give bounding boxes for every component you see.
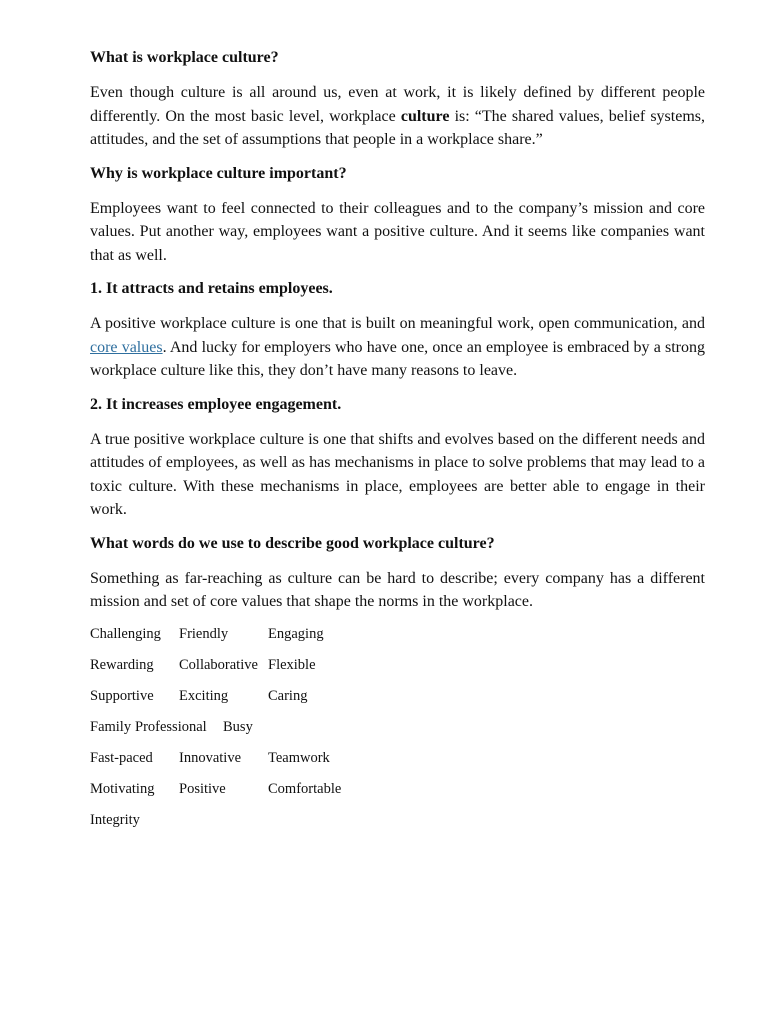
word-cell: Innovative	[179, 749, 242, 766]
paragraph-definition	[90, 81, 705, 152]
attracts-text-end: . And lucky for employers who have one, once an employee is embraced by a strong workplace culture like this, they don’t have many reasons to leave.	[90, 338, 705, 379]
definition-text-end: is: “The shared values, belief systems, attitudes, and the set of assumptions that people in a workplace share.”	[90, 107, 705, 148]
word-cell: Engaging	[268, 625, 324, 642]
word-row	[90, 779, 705, 810]
word-cell: Challenging	[90, 625, 161, 642]
word-cell: Supportive	[90, 687, 154, 704]
word-cell: Integrity	[90, 811, 140, 828]
word-cell: Motivating	[90, 780, 155, 797]
heading-what-is-workplace-culture: What is workplace culture?	[90, 49, 279, 66]
word-row	[90, 686, 705, 717]
word-cell: Family	[90, 718, 132, 735]
word-cell: Positive	[179, 780, 226, 797]
paragraph-why-important: Employees want to feel connected to their colleagues and to the company’s mission and core values. Put another way, employees want a positive culture. And it seems like companies want that as well.	[90, 199, 705, 264]
word-cell: Professional	[135, 718, 207, 735]
word-row	[90, 655, 705, 686]
word-row	[90, 624, 705, 655]
word-cell: Fast-paced	[90, 749, 153, 766]
culture-words-table	[90, 624, 705, 841]
core-values-link[interactable]: core values	[90, 338, 163, 356]
word-cell: Exciting	[179, 687, 229, 704]
word-cell: Rewarding	[90, 656, 154, 673]
word-cell: Caring	[268, 687, 308, 704]
word-cell: Collaborative	[179, 656, 258, 673]
document-body	[90, 46, 705, 841]
word-cell: Friendly	[179, 625, 229, 642]
word-row	[90, 717, 705, 748]
paragraph-engagement: A true positive workplace culture is one that shifts and evolves based on the different needs and attitudes of employees, as well as has mechanisms in place to solve problems that may lead to a toxic culture. With these mechanisms in place, employees are better able to engage in their work.	[90, 430, 705, 518]
heading-why-important: Why is workplace culture important?	[90, 164, 347, 182]
word-row	[90, 748, 705, 779]
word-row	[90, 810, 705, 841]
word-cell: Busy	[223, 718, 253, 735]
definition-bold-term: culture	[400, 107, 450, 125]
word-cell: Flexible	[268, 656, 316, 673]
word-cell: Comfortable	[268, 780, 342, 797]
paragraph-describe-words: Something as far-reaching as culture can be hard to describe; every company has a different mission and set of core values that shape the norms in the workplace.	[90, 569, 705, 610]
attracts-text-start: A positive workplace culture is one that is built on meaningful work, open communication, and	[90, 315, 705, 332]
definition-text-start: Even though culture is all around us, even at work, it is likely defined by different people differently. On the most basic level, workplace	[90, 84, 705, 125]
heading-attracts-retains: 1. It attracts and retains employees.	[90, 280, 333, 297]
heading-engagement: 2. It increases employee engagement.	[90, 395, 342, 413]
heading-describe-words: What words do we use to describe good workplace culture?	[90, 534, 495, 552]
paragraph-attracts-retains	[90, 312, 705, 383]
word-cell: Teamwork	[268, 749, 330, 766]
